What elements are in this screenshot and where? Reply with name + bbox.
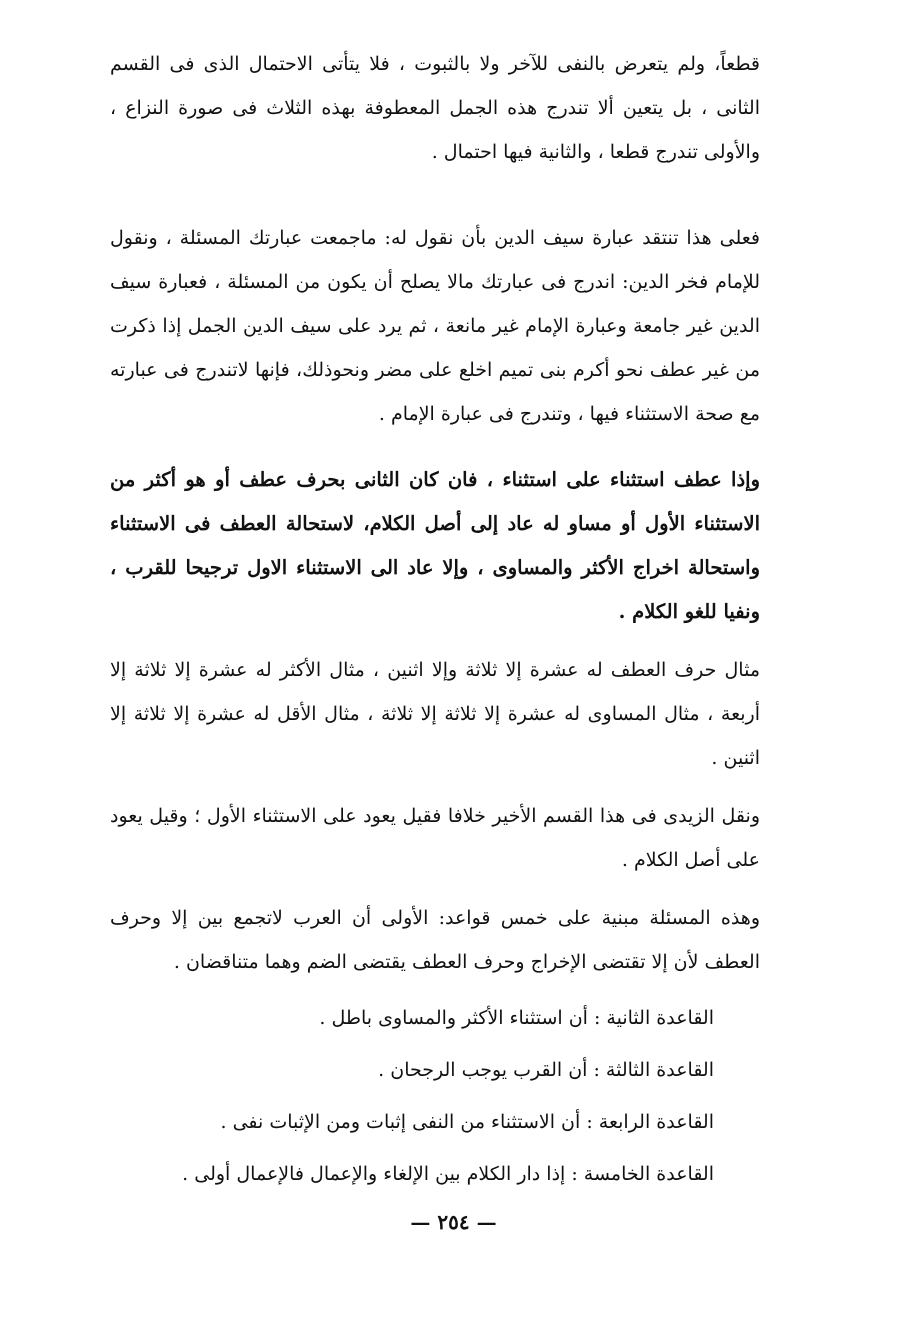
paragraph-1: قطعاً، ولم يتعرض بالنفى للآخر ولا بالثبوت ، فلا يتأتى الاحتمال الذى فى القسم الثانى ، بل يتعين ألا تندرج هذه الجمل المعطوفة بهذه الثلاث فى صورة النزاع ، والأولى تندرج قطعا ، والثانية فيها احتمال . bbox=[110, 53, 760, 163]
page-number: — ٢٥٤ — bbox=[410, 1210, 497, 1234]
rule-3: القاعدة الثالثة : أن القرب يوجب الرجحان . bbox=[378, 1059, 714, 1081]
rule-2: القاعدة الثانية : أن استثناء الأكثر والمساوى باطل . bbox=[319, 1007, 714, 1029]
paragraph-4: مثال حرف العطف له عشرة إلا ثلاثة وإلا اثنين ، مثال الأكثر له عشرة إلا ثلاثة إلا أربعة ، مثال المساوى له عشرة إلا ثلاثة إلا ثلاثة ، مثال الأقل له عشرة إلا ثلاثة إلا اثنين . bbox=[110, 659, 760, 769]
paragraph-5: ونقل الزيدى فى هذا القسم الأخير خلافا فقيل يعود على الاستثناء الأول ؛ وقيل يعود على أصل الكلام . bbox=[110, 805, 760, 871]
paragraph-6: وهذه المسئلة مبنية على خمس قواعد: الأولى أن العرب لاتجمع بين إلا وحرف العطف لأن إلا تقتضى الإخراج وحرف العطف يقتضى الضم وهما متناقضان . bbox=[110, 907, 760, 973]
rules-list bbox=[110, 992, 714, 1200]
book-page bbox=[110, 40, 760, 1300]
rule-5: القاعدة الخامسة : إذا دار الكلام بين الإلغاء والإعمال فالإعمال أولى . bbox=[182, 1163, 714, 1185]
paragraph-2: فعلى هذا تنتقد عبارة سيف الدين بأن نقول له: ماجمعت عبارتك المسئلة ، ونقول للإمام فخر الدين: اندرج فى عبارتك مالا يصلح أن يكون من المسئلة ، فعبارة سيف الدين غير جامعة وعبارة الإمام غير مانعة ، ثم يرد على سيف الدين الجمل إذا ذكرت من غير عطف نحو أكرم بنى تميم اخلع على مضر ونحوذلك، فإنها لاتندرج فى عبارته مع صحة الاستثناء فيها ، وتندرج فى عبارة الإمام . bbox=[110, 227, 760, 425]
rule-4: القاعدة الرابعة : أن الاستثناء من النفى إثبات ومن الإثبات نفى . bbox=[220, 1111, 714, 1133]
paragraph-3-bold: وإذا عطف استثناء على استثناء ، فان كان الثانى بحرف عطف أو هو أكثر من الاستثناء الأول أو مساو له عاد إلى أصل الكلام، لاستحالة العطف فى الاستثناء واستحالة اخراج الأكثر والمساوى ، وإلا عاد الى الاستثناء الاول ترجيحا للقرب ، ونفيا للغو الكلام . bbox=[110, 468, 760, 623]
